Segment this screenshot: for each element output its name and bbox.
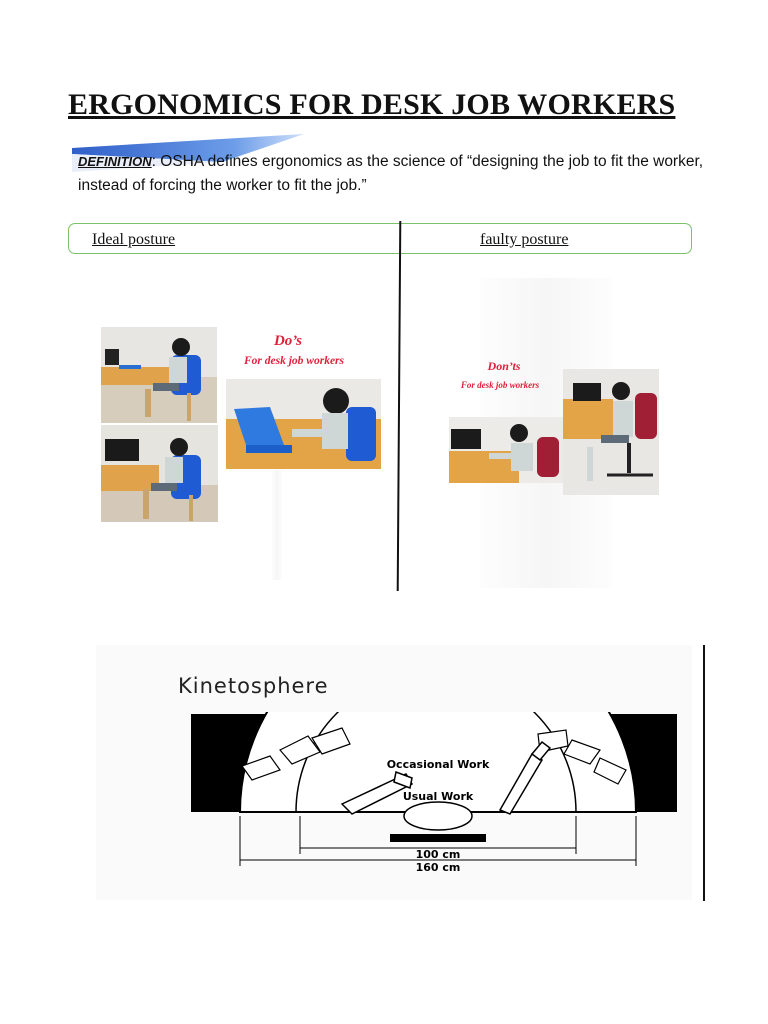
column-divider (397, 221, 402, 591)
worker-head (404, 802, 472, 830)
outer-width-label: 160 cm (415, 861, 461, 874)
occasional-work-label: Occasional Work (386, 758, 490, 771)
desk-edge (390, 834, 486, 842)
dos-heading: Do’s (273, 333, 303, 349)
donts-heading: Don’ts (487, 359, 521, 373)
ideal-posture-photo-1 (101, 327, 217, 423)
ideal-posture-photo-2 (101, 425, 218, 522)
faulty-posture-photo-1 (449, 417, 563, 483)
usual-work-label: Usual Work (402, 790, 474, 803)
right-margin-line (703, 645, 705, 901)
definition-paragraph (78, 150, 718, 198)
ideal-posture-label: Ideal posture (92, 231, 176, 248)
left-dimension-label: 25 cm (212, 775, 223, 809)
right-dimension-label: 50 cm (649, 770, 660, 804)
definition-term: DEFINITION (78, 154, 152, 169)
definition-text: : OSHA defines ergonomics as the science of “designing the job to fit the worker, instead of forcing the worker to fit the job.” (78, 153, 704, 194)
faint-panel-left (272, 470, 282, 580)
donts-subheading: For desk job workers (460, 380, 540, 390)
ideal-posture-photo-3 (226, 379, 381, 469)
kinetosphere-diagram (180, 712, 680, 877)
non-working-area-label: Non Working Area (381, 720, 495, 733)
inner-width-label: 100 cm (415, 848, 461, 861)
faulty-posture-label: faulty posture (480, 231, 569, 248)
faulty-posture-photo-2 (563, 369, 659, 495)
page-title: ERGONOMICS FOR DESK JOB WORKERS (68, 88, 676, 121)
dos-subheading: For desk job workers (244, 355, 344, 367)
kinetosphere-title: Kinetosphere (178, 674, 329, 698)
